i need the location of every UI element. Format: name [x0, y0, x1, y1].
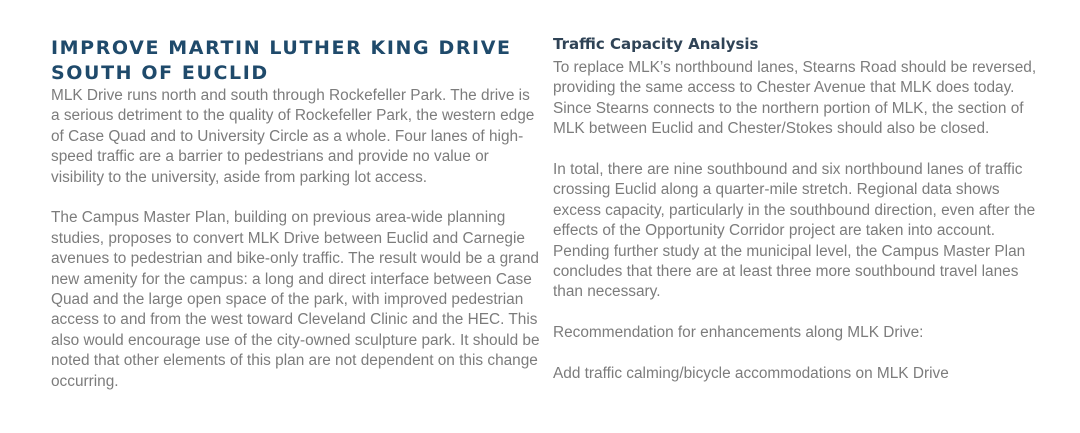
body-paragraph-lane-capacity: In total, there are nine southbound and six northbound lanes of traffic crossing Euclid along a quarter-mile stretch. Regional data shows excess capacity, particularly in the southbound direction, even after the effects of the Opportunity Corridor project are taken into account. Pending further study at the municipal level, the Campus Master Plan concludes that there are at least three more southbound travel lanes than necessary. — [553, 161, 1036, 301]
subsection-title: Traffic Capacity Analysis — [553, 35, 759, 53]
body-paragraph-mlk-drive: MLK Drive runs north and south through Rockefeller Park. The drive is a serious detriment to the quality of Rockefeller Park, the western edge of Case Quad and to University Circle as a whole. Four lanes of high-speed traffic are a barrier to pedestrians and provide no value or visibility to the university, aside from parking lot access. — [51, 87, 535, 186]
body-paragraph-recommendation-item: Add traffic calming/bicycle accommodations on MLK Drive — [553, 365, 949, 383]
body-paragraph-master-plan: The Campus Master Plan, building on previous area-wide planning studies, proposes to convert MLK Drive between Euclid and Carnegie avenues to pedestrian and bike-only traffic. The result would be a grand new amenity for the campus: a long and direct interface between Case Quad and the large open space of the park, with improved pedestrian access to and from the west toward Cleveland Clinic and the HEC. This also would encourage use of the city-owned sculpture park. It should be noted that other elements of this plan are not dependent on this change occurring. — [51, 209, 540, 390]
left-column — [51, 0, 541, 392]
right-column — [553, 0, 1043, 384]
body-paragraph-stearns-road: To replace MLK’s northbound lanes, Stearns Road should be reversed, providing the same access to Chester Avenue that MLK does today. Since Stearns connects to the northern portion of MLK, the section of MLK between Euclid and Chester/Stokes should also be closed. — [553, 59, 1037, 138]
section-title: IMPROVE MARTIN LUTHER KING DRIVE SOUTH OF EUCLID — [51, 37, 512, 84]
body-paragraph-recommendation-intro: Recommendation for enhancements along MLK Drive: — [553, 324, 924, 342]
